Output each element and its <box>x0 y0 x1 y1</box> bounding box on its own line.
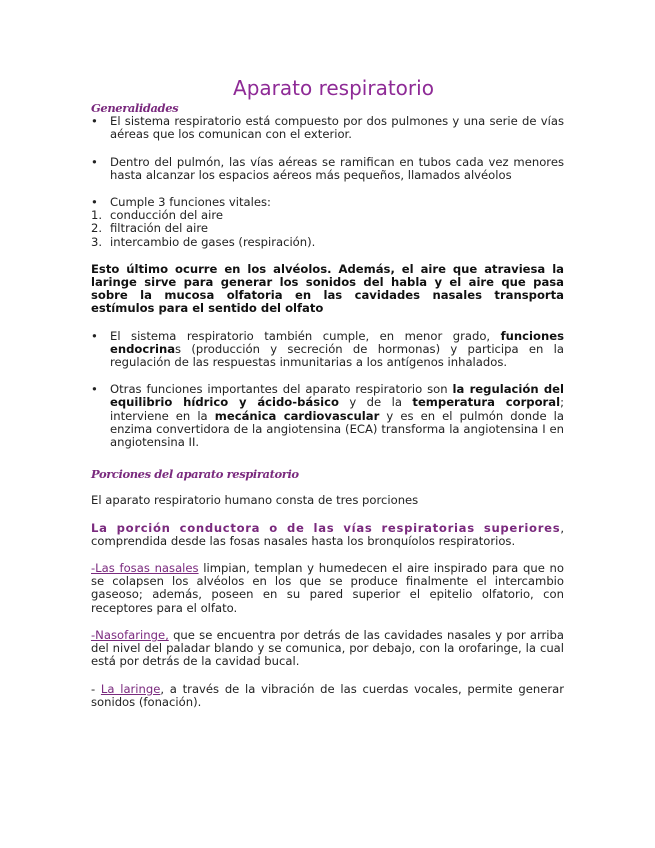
bullet-item <box>91 383 564 449</box>
bullet-text: El sistema respiratorio está compuesto por dos pulmones y una serie de vías aéreas que los comunican con el exterior. <box>110 114 564 142</box>
numbered-item <box>91 222 564 235</box>
bullet-icon: • <box>91 328 98 343</box>
bullet-item <box>91 156 564 182</box>
bold-paragraph: Esto último ocurre en los alvéolos. Además, el aire que atraviesa la laringe sirve para generar los sonidos del habla y el aire que pasa sobre la mucosa olfatoria en las cavidades nasales transporta estímulos para el sentido del olfato <box>91 261 564 316</box>
numbered-text: intercambio de gases (respiración). <box>110 234 316 249</box>
bullet-text-bold: funciones endocrina <box>110 328 564 356</box>
bullet-text <box>110 330 564 370</box>
list-number: 2. <box>91 221 103 236</box>
nasofaringe-link[interactable]: -Nasofaringe, <box>91 627 169 642</box>
bullet-icon: • <box>91 195 98 210</box>
conducting-text: , comprendida desde las fosas nasales hasta los bronquíolos respiratorios. <box>91 520 564 548</box>
nasofaringe-paragraph <box>91 629 564 669</box>
laringe-paragraph <box>91 683 564 709</box>
bullet-text <box>110 383 564 449</box>
laringe-link[interactable]: La laringe <box>100 681 161 696</box>
bullet-text-part: y de la <box>338 395 413 410</box>
laringe-prefix: - <box>91 681 101 696</box>
heading-porciones: Porciones del aparato respiratorio <box>91 467 299 482</box>
bullet-text-part: Otras funciones importantes del aparato respiratorio son <box>110 382 453 397</box>
bullet-text: Dentro del pulmón, las vías aéreas se ramifican en tubos cada vez menores hasta alcanzar los espacios aéreos más pequeños, llamados alvéolos <box>110 154 564 182</box>
bullet-text-bold: mecánica cardiovascular <box>214 408 380 423</box>
bullet-text-part: ; interviene en la <box>110 395 564 423</box>
document-content <box>91 76 564 709</box>
bullet-text-bold: la regulación del equilibrio hídrico y ácido-básico <box>110 382 564 410</box>
bullet-icon: • <box>91 154 98 169</box>
heading-generalidades: Generalidades <box>91 101 179 115</box>
nasofaringe-text: que se encuentra por detrás de las cavidades nasales y por arriba del nivel del paladar blando y se comunica, por debajo, con la orofaringe, la cual está por detrás de la cavidad bucal. <box>91 627 564 669</box>
bullet-text-bold: temperatura corporal <box>412 395 561 410</box>
bullet-text-part: El sistema respiratorio también cumple, en menor grado, <box>110 328 501 343</box>
list-number: 1. <box>91 208 103 223</box>
fosas-text: limpian, templan y humedecen el aire inspirado para que no se colapsen los alvéolos en los que se produce finalmente el intercambio gaseoso; además, poseen en su pared superior el epitelio olfatorio, con receptores para el olfato. <box>91 561 564 615</box>
fosas-nasales-link[interactable]: -Las fosas nasales <box>91 561 199 576</box>
bullet-icon: • <box>91 382 98 397</box>
numbered-text: conducción del aire <box>110 208 223 223</box>
bullet-text: Cumple 3 funciones vitales: <box>110 195 271 210</box>
conducting-bold: La porción conductora o de las vías respiratorias superiores <box>91 520 561 535</box>
bullet-item <box>91 330 564 370</box>
intro-paragraph: El aparato respiratorio humano consta de tres porciones <box>91 493 419 508</box>
laringe-text: , a través de la vibración de las cuerdas vocales, permite generar sonidos (fonación). <box>91 681 564 709</box>
bullet-item <box>91 115 564 141</box>
bullet-text-part: y es en el pulmón donde la enzima convertidora de la angiotensina (ECA) transforma la angiotensina I en angiotensina II. <box>110 408 565 450</box>
numbered-item <box>91 236 564 249</box>
numbered-text: filtración del aire <box>110 221 209 236</box>
list-number: 3. <box>91 234 103 249</box>
bullet-text-part: s (producción y secreción de hormonas) y participa en la regulación de las respuestas inmunitarias a los antígenos inhalados. <box>110 341 564 370</box>
bullet-icon: • <box>91 114 98 129</box>
fosas-paragraph <box>91 562 564 615</box>
conducting-paragraph <box>91 522 564 548</box>
page-title: Aparato respiratorio <box>233 76 434 100</box>
